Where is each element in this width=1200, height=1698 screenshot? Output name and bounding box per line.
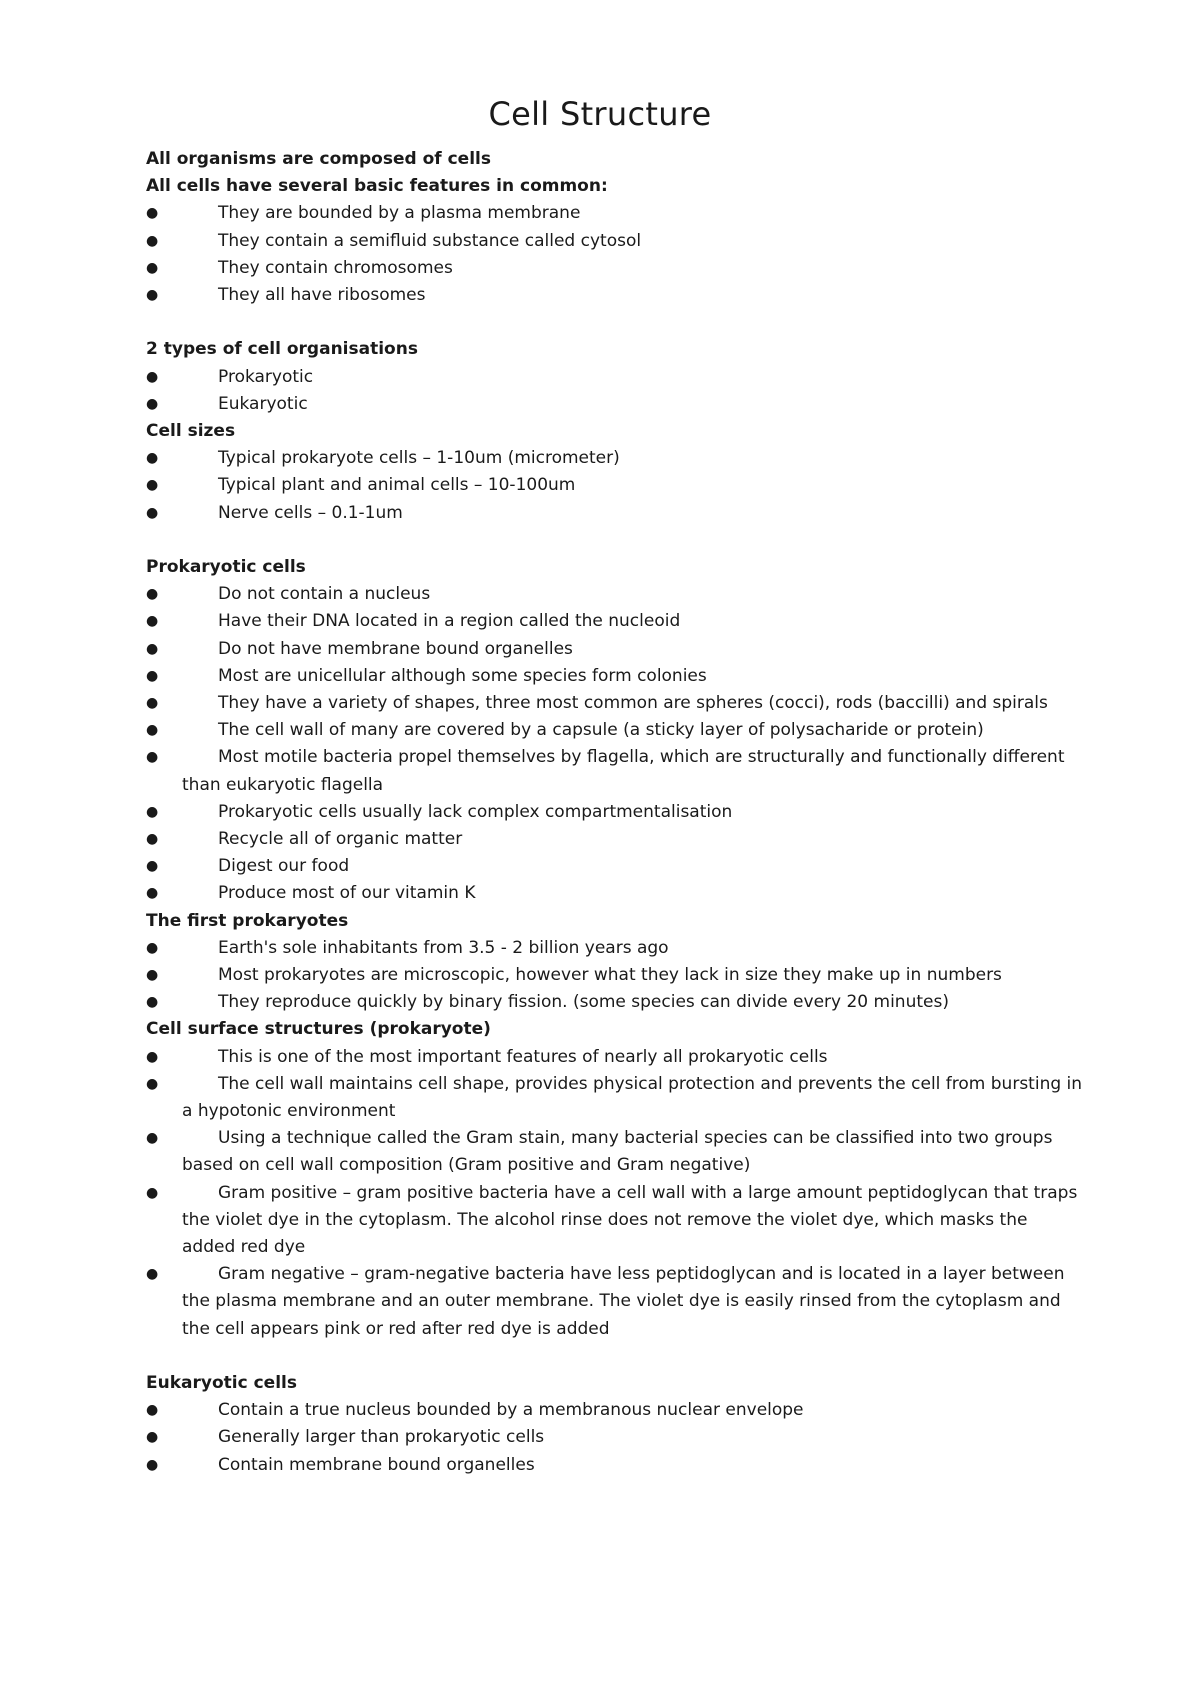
- list-item: [146, 1044, 1086, 1071]
- list-item: [146, 1180, 1086, 1262]
- bullet-icon: ●: [146, 1130, 159, 1147]
- list-item: [146, 935, 1086, 962]
- list-item: [146, 500, 1086, 527]
- section: [146, 418, 1086, 554]
- list-item: [146, 1261, 1086, 1343]
- bullet-icon: ●: [146, 504, 159, 521]
- bullet-list: [146, 1044, 1086, 1343]
- list-item-text: Contain a true nucleus bounded by a membranous nuclear envelope: [218, 1400, 804, 1421]
- bullet-list: [146, 581, 1086, 907]
- bullet-icon: ●: [146, 205, 159, 222]
- list-item: [146, 472, 1086, 499]
- bullet-icon: ●: [146, 1266, 159, 1283]
- section-heading: All organisms are composed of cells: [146, 149, 491, 169]
- bullet-icon: ●: [146, 830, 159, 847]
- bullet-icon: ●: [146, 613, 159, 630]
- blank-line: [146, 1343, 1086, 1370]
- list-item-text: Produce most of our vitamin K: [218, 883, 476, 904]
- section: [146, 1370, 1086, 1479]
- list-item: [146, 228, 1086, 255]
- section-heading: Cell surface structures (prokaryote): [146, 1019, 491, 1040]
- list-item-text: Earth's sole inhabitants from 3.5 - 2 billion years ago: [218, 937, 669, 958]
- list-item: [146, 1397, 1086, 1424]
- bullet-icon: ●: [146, 994, 159, 1011]
- bullet-icon: ●: [146, 640, 159, 657]
- list-item-text: Most motile bacteria propel themselves by flagella, which are structurally and functionally different than eukaryotic flagella: [182, 747, 1065, 795]
- list-item-text: They contain a semifluid substance called cytosol: [218, 230, 642, 251]
- bullet-icon: ●: [146, 232, 159, 249]
- bullet-list: [146, 1397, 1086, 1479]
- list-item-text: The cell wall of many are covered by a capsule (a sticky layer of polysacharide or protein): [218, 720, 984, 741]
- bullet-icon: ●: [146, 259, 159, 276]
- blank-line: [146, 309, 1086, 336]
- bullet-icon: ●: [146, 1184, 159, 1201]
- list-item-text: Contain membrane bound organelles: [218, 1454, 535, 1475]
- list-item-text: They contain chromosomes: [218, 257, 453, 278]
- list-item: [146, 989, 1086, 1016]
- list-item-text: They reproduce quickly by binary fission. (some species can divide every 20 minutes): [218, 992, 949, 1013]
- list-item-text: Typical prokaryote cells – 1-10um (micrometer): [218, 448, 620, 469]
- list-item: [146, 1071, 1086, 1125]
- list-item: [146, 282, 1086, 309]
- list-item: [146, 826, 1086, 853]
- list-item-text: Digest our food: [218, 856, 350, 877]
- bullet-list: [146, 935, 1086, 1017]
- section: [146, 146, 1086, 336]
- list-item: [146, 690, 1086, 717]
- bullet-list: [146, 200, 1086, 309]
- bullet-icon: ●: [146, 1456, 159, 1473]
- list-item-text: Recycle all of organic matter: [218, 828, 463, 849]
- list-item: [146, 717, 1086, 744]
- section: [146, 1016, 1086, 1370]
- list-item-text: This is one of the most important features of nearly all prokaryotic cells: [218, 1046, 828, 1067]
- list-item-text: Most prokaryotes are microscopic, however what they lack in size they make up in numbers: [218, 964, 1002, 985]
- section: [146, 908, 1086, 1017]
- list-item: [146, 255, 1086, 282]
- list-item-text: Gram positive – gram positive bacteria have a cell wall with a large amount peptidoglycan that traps the violet dye in the cytoplasm. The alcohol rinse does not remove the violet dye, which masks the added red dye: [182, 1182, 1078, 1257]
- list-item: [146, 636, 1086, 663]
- list-item: [146, 391, 1086, 418]
- bullet-icon: ●: [146, 722, 159, 739]
- list-item-text: Nerve cells – 0.1-1um: [218, 502, 403, 523]
- list-item-text: The cell wall maintains cell shape, provides physical protection and prevents the cell from bursting in a hypotonic environment: [182, 1073, 1083, 1121]
- section-heading: Cell sizes: [146, 420, 236, 441]
- list-item: [146, 962, 1086, 989]
- section-heading: Eukaryotic cells: [146, 1372, 297, 1393]
- list-item: [146, 663, 1086, 690]
- section-heading: All cells have several basic features in common:: [146, 176, 608, 197]
- bullet-icon: ●: [146, 858, 159, 875]
- list-item: [146, 853, 1086, 880]
- list-item-text: They are bounded by a plasma membrane: [218, 203, 581, 224]
- bullet-icon: ●: [146, 749, 159, 766]
- list-item: [146, 1424, 1086, 1451]
- section-heading: Prokaryotic cells: [146, 556, 306, 577]
- blank-line: [146, 527, 1086, 554]
- list-item: [146, 364, 1086, 391]
- bullet-icon: ●: [146, 1048, 159, 1065]
- list-item: [146, 880, 1086, 907]
- list-item: [146, 1452, 1086, 1479]
- list-item-text: Prokaryotic cells usually lack complex compartmentalisation: [218, 801, 733, 822]
- list-item: [146, 608, 1086, 635]
- list-item-text: Generally larger than prokaryotic cells: [218, 1427, 545, 1448]
- bullet-icon: ●: [146, 885, 159, 902]
- bullet-icon: ●: [146, 939, 159, 956]
- list-item: [146, 445, 1086, 472]
- list-item-text: Most are unicellular although some species form colonies: [218, 665, 707, 686]
- list-item-text: Gram negative – gram-negative bacteria have less peptidoglycan and is located in a layer between the plasma membrane and an outer membrane. The violet dye is easily rinsed from the cytoplasm and the cell appears pink or red after red dye is added: [182, 1264, 1065, 1339]
- list-item: [146, 581, 1086, 608]
- list-item: [146, 200, 1086, 227]
- list-item-text: Do not have membrane bound organelles: [218, 638, 573, 659]
- bullet-icon: ●: [146, 667, 159, 684]
- list-item: [146, 799, 1086, 826]
- bullet-icon: ●: [146, 450, 159, 467]
- document-title: Cell Structure: [488, 95, 712, 133]
- bullet-icon: ●: [146, 477, 159, 494]
- list-item-text: Using a technique called the Gram stain, many bacterial species can be classified into two groups based on cell wall composition (Gram positive and Gram negative): [182, 1128, 1053, 1176]
- document-body: [146, 146, 1086, 1479]
- section: [146, 336, 1086, 418]
- section-heading: 2 types of cell organisations: [146, 339, 418, 360]
- list-item-text: Prokaryotic: [218, 366, 314, 387]
- list-item-text: Have their DNA located in a region called the nucleoid: [218, 611, 681, 632]
- list-item-text: Typical plant and animal cells – 10-100um: [218, 475, 576, 496]
- list-item: [146, 744, 1086, 798]
- bullet-icon: ●: [146, 694, 159, 711]
- bullet-icon: ●: [146, 966, 159, 983]
- list-item-text: Eukaryotic: [218, 393, 308, 414]
- section-heading: The first prokaryotes: [146, 910, 349, 931]
- section: [146, 554, 1086, 908]
- bullet-list: [146, 364, 1086, 418]
- bullet-icon: ●: [146, 1402, 159, 1419]
- bullet-icon: ●: [146, 368, 159, 385]
- bullet-icon: ●: [146, 803, 159, 820]
- bullet-icon: ●: [146, 1075, 159, 1092]
- list-item: [146, 1125, 1086, 1179]
- bullet-icon: ●: [146, 1429, 159, 1446]
- list-item-text: Do not contain a nucleus: [218, 584, 431, 605]
- list-item-text: They all have ribosomes: [218, 284, 426, 305]
- bullet-icon: ●: [146, 286, 159, 303]
- bullet-icon: ●: [146, 586, 159, 603]
- list-item-text: They have a variety of shapes, three most common are spheres (cocci), rods (baccilli) and spirals: [218, 692, 1048, 713]
- bullet-icon: ●: [146, 395, 159, 412]
- bullet-list: [146, 445, 1086, 527]
